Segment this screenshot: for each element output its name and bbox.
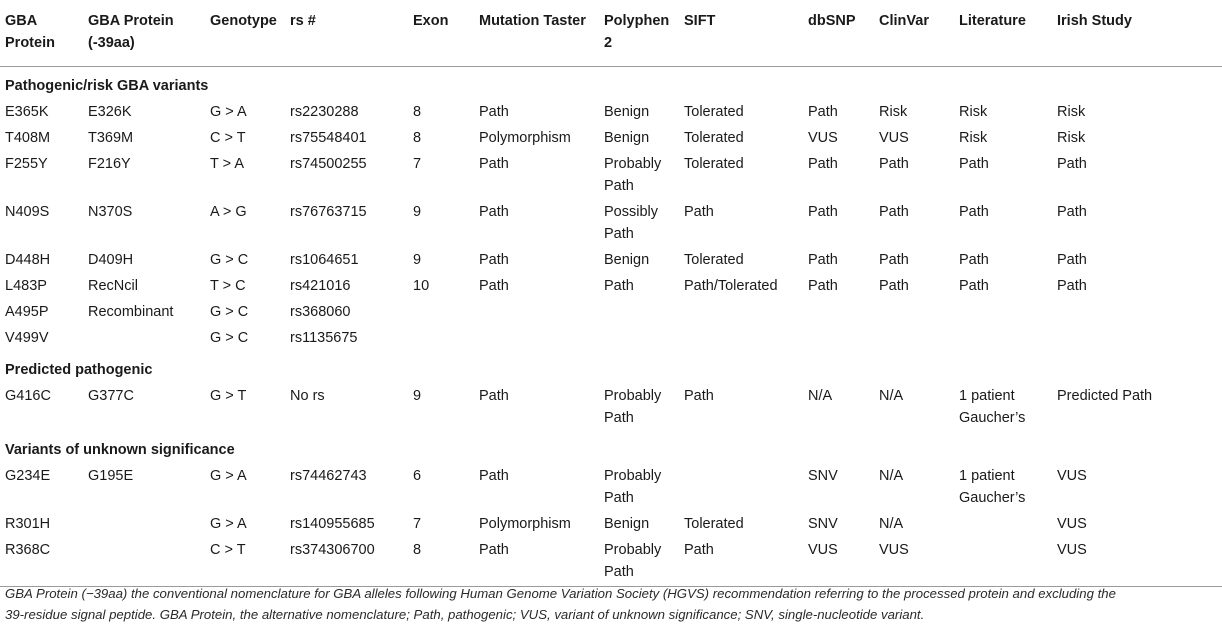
- section-header-row: [0, 351, 1222, 383]
- table-cell: A495P: [5, 304, 49, 320]
- table-cell: rs74462743: [290, 468, 367, 484]
- table-cell: Path: [1057, 204, 1087, 220]
- table-cell: C > T: [205, 537, 285, 587]
- table-cell: N/A: [879, 516, 904, 532]
- table-cell: [679, 325, 803, 351]
- table-cell: rs140955685: [290, 516, 375, 532]
- table-cell: VUS: [803, 537, 874, 587]
- table-cell: Probably Path: [604, 388, 662, 426]
- table-row: [0, 273, 1222, 299]
- table-cell: Path: [479, 468, 509, 484]
- table-cell: rs368060: [290, 304, 351, 320]
- table-cell: Path: [808, 156, 838, 172]
- table-body: [0, 67, 1222, 587]
- table-cell: Path: [679, 537, 803, 587]
- column-header: Polyphen 2: [599, 0, 679, 67]
- table-cell: Polymorphism: [479, 130, 571, 146]
- table-cell: Tolerated: [684, 516, 744, 532]
- section-header-row: [0, 67, 1222, 100]
- table-cell: Path: [479, 204, 509, 220]
- table-cell: Tolerated: [684, 130, 744, 146]
- table-cell: 10: [413, 278, 430, 294]
- table-cell: Tolerated: [684, 104, 744, 120]
- column-header: ClinVar: [874, 0, 954, 67]
- table-cell: Risk: [1057, 130, 1086, 146]
- table-cell: 9: [413, 204, 422, 220]
- table-row: [0, 199, 1222, 247]
- table-cell: Path: [604, 278, 634, 294]
- table-cell: [803, 325, 874, 351]
- table-cell: Polymorphism: [479, 516, 571, 532]
- table-cell: F216Y: [88, 156, 131, 172]
- table-cell: 9: [413, 388, 422, 404]
- table-cell: R368C: [0, 537, 83, 587]
- table-cell: Benign: [604, 104, 650, 120]
- table-cell: [954, 511, 1052, 537]
- table-cell: Path: [479, 278, 509, 294]
- table-cell: Risk: [1057, 104, 1086, 120]
- table-cell: A > G: [210, 204, 247, 220]
- table-cell: [954, 325, 1052, 351]
- table-cell: Path: [684, 388, 714, 404]
- table-cell: T > A: [210, 156, 244, 172]
- table-cell: VUS: [808, 130, 838, 146]
- table-cell: V499V: [5, 330, 49, 346]
- table-cell: Path: [474, 537, 599, 587]
- table-cell: 8: [408, 537, 474, 587]
- table-cell: Tolerated: [684, 156, 744, 172]
- table-cell: SNV: [808, 468, 838, 484]
- table-footnote: GBA Protein (−39aa) the conventional nomenclature for GBA alleles following Human Genome Variation Society (HGVS) recommendation referring to the processed protein and excluding the 39-residue signal peptide. GBA Protein, the alternative nomenclature; Path, pathogenic; VUS, variant of unknown significance; SNV, single-nucleotide variant.: [5, 586, 1116, 622]
- table-row: [0, 463, 1222, 511]
- column-header: GBA Protein (-39aa): [83, 0, 205, 67]
- section-title: Variants of unknown significance: [5, 442, 235, 458]
- table-cell: Probably Path: [604, 468, 662, 506]
- table-cell: Benign: [604, 252, 650, 268]
- table-cell: Path: [959, 204, 989, 220]
- table-cell: VUS: [1052, 537, 1222, 587]
- table-cell: rs76763715: [290, 204, 367, 220]
- table-cell: Path: [479, 252, 509, 268]
- table-cell: Possibly Path: [604, 204, 658, 242]
- table-cell: Path: [684, 204, 714, 220]
- table-cell: Benign: [604, 130, 650, 146]
- column-header: Irish Study: [1052, 0, 1222, 67]
- table-cell: Probably Path: [599, 537, 679, 587]
- table-cell: [1052, 325, 1222, 351]
- table-cell: Benign: [604, 516, 650, 532]
- table-cell: SNV: [808, 516, 838, 532]
- table-cell: Path: [808, 104, 838, 120]
- table-cell: rs421016: [290, 278, 351, 294]
- table-cell: N/A: [879, 388, 904, 404]
- table-cell: [408, 299, 474, 325]
- table-cell: rs374306700: [285, 537, 408, 587]
- table-cell: N409S: [5, 204, 50, 220]
- table-cell: Path: [959, 278, 989, 294]
- table-cell: Path: [879, 278, 909, 294]
- table-cell: Recombinant: [88, 304, 174, 320]
- table-cell: [83, 537, 205, 587]
- table-cell: Path: [1057, 156, 1087, 172]
- table-cell: Path: [959, 252, 989, 268]
- table-cell: Path/Tolerated: [684, 278, 778, 294]
- table-cell: Path: [808, 252, 838, 268]
- table-cell: Risk: [959, 104, 988, 120]
- table-cell: Path: [479, 104, 509, 120]
- table-cell: [1052, 299, 1222, 325]
- table-cell: rs2230288: [290, 104, 359, 120]
- table-cell: 7: [413, 156, 422, 172]
- table-cell: VUS: [874, 537, 954, 587]
- table-cell: [679, 463, 803, 511]
- table-cell: rs75548401: [290, 130, 367, 146]
- table-cell: Tolerated: [684, 252, 744, 268]
- table-cell: 6: [413, 468, 422, 484]
- table-cell: Path: [879, 252, 909, 268]
- table-cell: 7: [413, 516, 422, 532]
- table-row: [0, 511, 1222, 537]
- table-row: [0, 247, 1222, 273]
- table-cell: N/A: [808, 388, 833, 404]
- table-row: [0, 151, 1222, 199]
- table-cell: VUS: [1057, 468, 1087, 484]
- column-header: Exon: [408, 0, 474, 67]
- section-title: Predicted pathogenic: [5, 362, 153, 378]
- table-cell: G > C: [210, 330, 249, 346]
- table-cell: 8: [413, 104, 422, 120]
- table-cell: [954, 537, 1052, 587]
- header-row: [0, 0, 1222, 67]
- table-cell: 1 patient Gaucher’s: [959, 388, 1026, 426]
- table-cell: D409H: [88, 252, 134, 268]
- table-cell: G416C: [5, 388, 51, 404]
- table-cell: [83, 325, 205, 351]
- column-header: dbSNP: [803, 0, 874, 67]
- table-cell: G > C: [210, 252, 249, 268]
- table-cell: E326K: [88, 104, 132, 120]
- table-cell: G > A: [210, 104, 247, 120]
- table-cell: [599, 299, 679, 325]
- table-cell: VUS: [879, 130, 909, 146]
- table-cell: No rs: [290, 388, 325, 404]
- table-row: [0, 325, 1222, 351]
- table-cell: [679, 299, 803, 325]
- table-cell: [474, 299, 599, 325]
- table-cell: [408, 325, 474, 351]
- table-cell: 1 patient Gaucher’s: [959, 468, 1026, 506]
- table-cell: Path: [479, 156, 509, 172]
- table-cell: T408M: [5, 130, 51, 146]
- table-cell: L483P: [5, 278, 47, 294]
- column-header: rs #: [285, 0, 408, 67]
- table-row: [0, 537, 1222, 587]
- table-cell: [474, 325, 599, 351]
- table-cell: rs74500255: [290, 156, 367, 172]
- table-cell: [874, 325, 954, 351]
- table-cell: Path: [1057, 278, 1087, 294]
- table-cell: [954, 299, 1052, 325]
- table-row: [0, 125, 1222, 151]
- section-header-row: [0, 431, 1222, 463]
- table-cell: Path: [479, 388, 509, 404]
- table-cell: rs1064651: [290, 252, 359, 268]
- table-cell: Predicted Path: [1057, 388, 1153, 404]
- table-cell: Path: [879, 156, 909, 172]
- table-cell: Path: [959, 156, 989, 172]
- table-cell: F255Y: [5, 156, 48, 172]
- table-cell: 8: [413, 130, 422, 146]
- table-row: [0, 383, 1222, 431]
- table-cell: [599, 325, 679, 351]
- table-cell: VUS: [1057, 516, 1087, 532]
- column-header: Genotype: [205, 0, 285, 67]
- table-cell: G > A: [210, 516, 247, 532]
- table-cell: E365K: [5, 104, 49, 120]
- table-cell: Probably Path: [604, 156, 662, 194]
- table-cell: [803, 299, 874, 325]
- table-cell: G377C: [88, 388, 134, 404]
- column-header: Mutation Taster: [474, 0, 599, 67]
- table-cell: G > C: [210, 304, 249, 320]
- column-header: SIFT: [679, 0, 803, 67]
- table-cell: R301H: [5, 516, 51, 532]
- table-row: [0, 299, 1222, 325]
- table-cell: N/A: [879, 468, 904, 484]
- table-cell: N370S: [88, 204, 133, 220]
- table-cell: Path: [1057, 252, 1087, 268]
- table-cell: G > T: [210, 388, 247, 404]
- table-cell: Risk: [959, 130, 988, 146]
- table-cell: T369M: [88, 130, 134, 146]
- table-cell: T > C: [210, 278, 246, 294]
- table-cell: Path: [879, 204, 909, 220]
- column-header: Literature: [954, 0, 1052, 67]
- table-cell: [83, 511, 205, 537]
- table-cell: G > A: [210, 468, 247, 484]
- table-cell: 9: [413, 252, 422, 268]
- section-title: Pathogenic/risk GBA variants: [5, 78, 209, 94]
- table-cell: G195E: [88, 468, 134, 484]
- table-cell: D448H: [5, 252, 51, 268]
- table-cell: G234E: [5, 468, 51, 484]
- table-row: [0, 99, 1222, 125]
- table-header: [0, 0, 1222, 67]
- table-cell: Path: [808, 278, 838, 294]
- table-cell: C > T: [210, 130, 246, 146]
- table-cell: [874, 299, 954, 325]
- table-cell: Path: [808, 204, 838, 220]
- column-header: GBA Protein: [0, 0, 83, 67]
- table-cell: Risk: [879, 104, 908, 120]
- table-cell: RecNcil: [88, 278, 138, 294]
- table-cell: rs1135675: [290, 330, 358, 346]
